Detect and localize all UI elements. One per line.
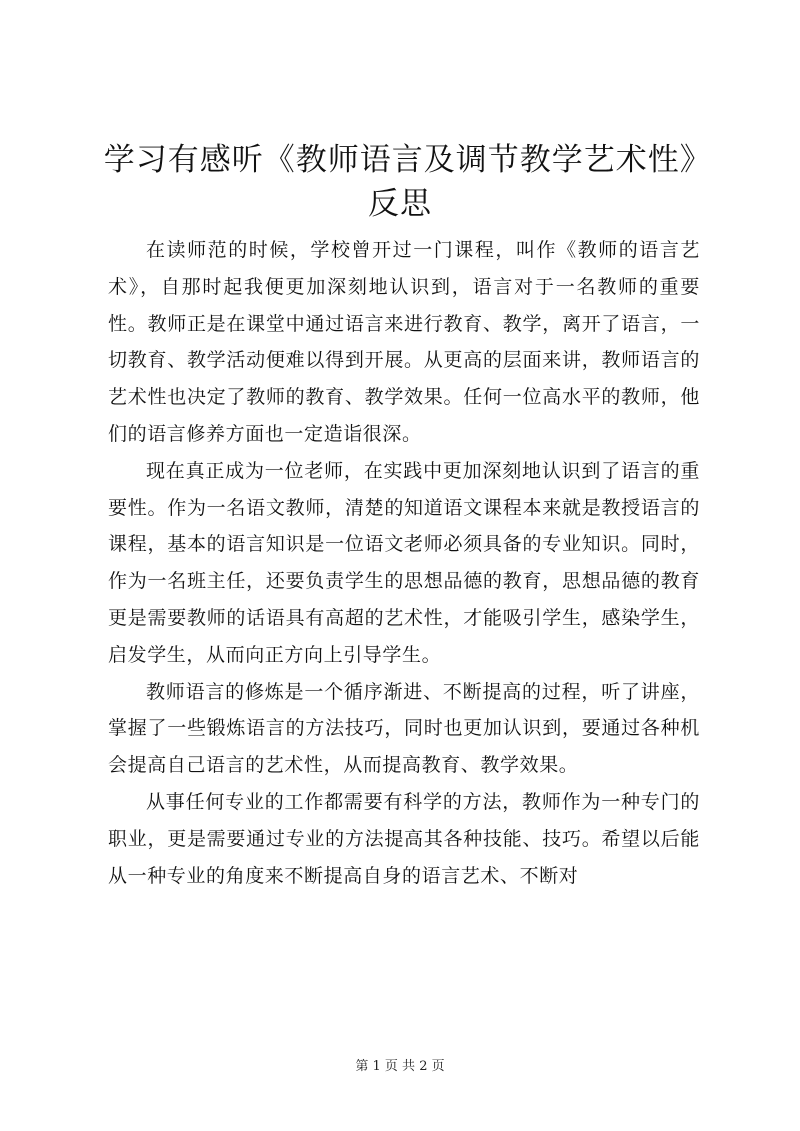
paragraph: 教师语言的修炼是一个循序渐进、不断提高的过程，听了讲座，掌握了一些锻炼语言的方法技巧，同时也更加认识到，要通过各种机会提高自己语言的艺术性，从而提高教育、教学效果。: [108, 680, 700, 777]
document-body: [108, 232, 700, 894]
paragraph: 在读师范的时候，学校曾开过一门课程，叫作《教师的语言艺术》，自那时起我便更加深刻地认识到，语言对于一名教师的重要性。教师正是在课堂中通过语言来进行教育、教学，离开了语言，一切教育、教学活动便难以得到开展。从更高的层面来讲，教师语言的艺术性也决定了教师的教育、教学效果。任何一位高水平的教师，他们的语言修养方面也一定造诣很深。: [108, 239, 700, 445]
page-footer: 第 1 页 共 2 页: [355, 1059, 445, 1074]
document-title: 学习有感听《教师语言及调节教学艺术性》反思: [103, 142, 697, 222]
paragraph: 现在真正成为一位老师，在实践中更加深刻地认识到了语言的重要性。作为一名语文教师，清楚的知道语文课程本来就是教授语言的课程，基本的语言知识是一位语文老师必须具备的专业知识。同时，作为一名班主任，还要负责学生的思想品德的教育，思想品德的教育更是需要教师的话语具有高超的艺术性，才能吸引学生，感染学生，启发学生，从而向正方向上引导学生。: [108, 459, 700, 666]
paragraph: 从事任何专业的工作都需要有科学的方法，教师作为一种专门的职业，更是需要通过专业的方法提高其各种技能、技巧。希望以后能从一种专业的角度来不断提高自身的语言艺术、不断对: [108, 790, 700, 887]
